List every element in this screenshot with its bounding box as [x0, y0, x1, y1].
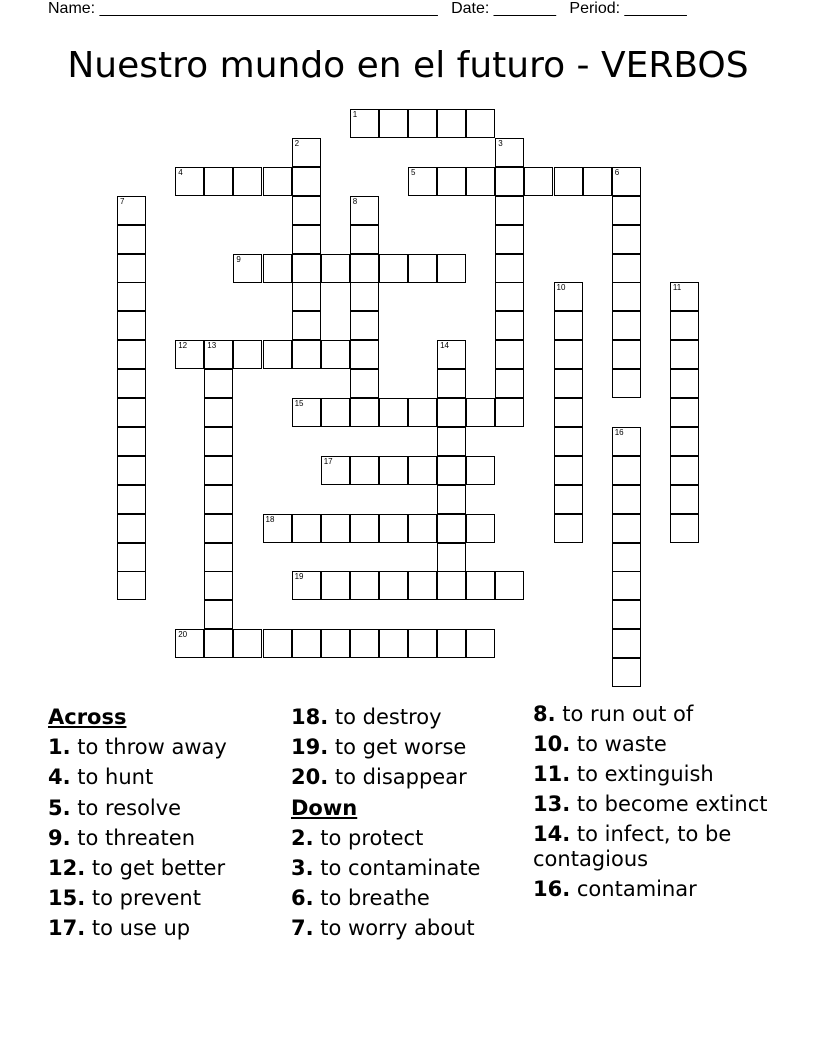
- crossword-cell[interactable]: [321, 629, 350, 658]
- crossword-cell[interactable]: [612, 196, 641, 225]
- crossword-cell[interactable]: [292, 340, 321, 369]
- crossword-cell[interactable]: [554, 485, 583, 514]
- clue-number: 13: [207, 341, 217, 351]
- crossword-cell[interactable]: [495, 225, 524, 254]
- crossword-cell[interactable]: [612, 254, 641, 283]
- crossword-cell[interactable]: [204, 629, 233, 658]
- crossword-cell[interactable]: [350, 282, 379, 311]
- crossword-cell[interactable]: [379, 254, 408, 283]
- crossword-cell[interactable]: [117, 543, 146, 572]
- crossword-cell[interactable]: [379, 514, 408, 543]
- crossword-cell[interactable]: [670, 514, 699, 543]
- crossword-cell[interactable]: [350, 254, 379, 283]
- crossword-cell[interactable]: [204, 485, 233, 514]
- clue-number: 2: [294, 138, 300, 148]
- crossword-cell[interactable]: [612, 600, 641, 629]
- crossword-cell[interactable]: [117, 485, 146, 514]
- crossword-cell[interactable]: [321, 254, 350, 283]
- clue-number: 6: [614, 167, 620, 177]
- crossword-cell[interactable]: [117, 340, 146, 369]
- clue-down-10: 10. to waste: [533, 732, 667, 756]
- clue-number: 19: [294, 572, 304, 582]
- clue-across-15: 15. to prevent: [48, 886, 201, 911]
- crossword-cell[interactable]: [466, 109, 495, 138]
- crossword-cell[interactable]: [117, 369, 146, 398]
- crossword-cell[interactable]: [524, 167, 553, 196]
- crossword-cell[interactable]: [379, 109, 408, 138]
- crossword-cell[interactable]: [437, 427, 466, 456]
- crossword-cell[interactable]: [466, 167, 495, 196]
- crossword-cell[interactable]: [204, 543, 233, 572]
- crossword-cell[interactable]: [495, 340, 524, 369]
- crossword-cell[interactable]: [117, 311, 146, 340]
- crossword-cell[interactable]: [350, 225, 379, 254]
- crossword-cell[interactable]: [204, 340, 233, 369]
- crossword-cell[interactable]: [204, 427, 233, 456]
- crossword-cell[interactable]: [437, 369, 466, 398]
- clue-number: 12: [178, 341, 188, 351]
- crossword-cell[interactable]: [466, 629, 495, 658]
- crossword-cell[interactable]: [670, 485, 699, 514]
- clue-number: 20: [178, 630, 188, 640]
- crossword-cell[interactable]: [263, 254, 292, 283]
- clue-down-14: 14. to infect, to be contagious: [533, 822, 732, 871]
- crossword-cell[interactable]: [292, 514, 321, 543]
- crossword-cell[interactable]: [292, 629, 321, 658]
- crossword-cell[interactable]: [117, 282, 146, 311]
- crossword-cell[interactable]: [204, 571, 233, 600]
- clue-number: 4: [178, 167, 183, 177]
- crossword-cell[interactable]: [612, 571, 641, 600]
- crossword-cell[interactable]: [350, 398, 379, 427]
- crossword-cell[interactable]: [117, 456, 146, 485]
- crossword-cell[interactable]: [612, 225, 641, 254]
- crossword-cell[interactable]: [670, 398, 699, 427]
- crossword-cell[interactable]: [670, 282, 699, 311]
- crossword-cell[interactable]: [292, 311, 321, 340]
- crossword-cell[interactable]: [204, 369, 233, 398]
- crossword-cell[interactable]: [408, 571, 437, 600]
- crossword-cell[interactable]: [466, 456, 495, 485]
- crossword-cell[interactable]: [263, 167, 292, 196]
- crossword-cell[interactable]: [408, 109, 437, 138]
- clue-down-16: 16. contaminar: [533, 877, 697, 901]
- clue-down-6: 6. to breathe: [291, 886, 430, 911]
- crossword-cell[interactable]: [350, 629, 379, 658]
- clue-number: 17: [323, 456, 333, 466]
- crossword-cell[interactable]: [350, 456, 379, 485]
- crossword-cell[interactable]: [554, 167, 583, 196]
- crossword-cell[interactable]: [554, 427, 583, 456]
- clue-across-4: 4. to hunt: [48, 765, 154, 790]
- crossword-cell[interactable]: [554, 282, 583, 311]
- crossword-cell[interactable]: [379, 456, 408, 485]
- crossword-cell[interactable]: [670, 340, 699, 369]
- crossword-cell[interactable]: [670, 369, 699, 398]
- crossword-cell[interactable]: [204, 456, 233, 485]
- crossword-cell[interactable]: [554, 369, 583, 398]
- crossword-cell[interactable]: [350, 571, 379, 600]
- clue-number: 16: [614, 427, 624, 437]
- crossword-cell[interactable]: [263, 514, 292, 543]
- clue-across-20: 20. to disappear: [291, 765, 467, 790]
- crossword-cell[interactable]: [495, 282, 524, 311]
- crossword-cell[interactable]: [379, 629, 408, 658]
- clue-down-3: 3. to contaminate: [291, 856, 481, 881]
- crossword-cell[interactable]: [670, 427, 699, 456]
- crossword-cell[interactable]: [670, 456, 699, 485]
- clues-column-2: [291, 702, 526, 944]
- crossword-cell[interactable]: [292, 254, 321, 283]
- crossword-cell[interactable]: [233, 629, 262, 658]
- crossword-cell[interactable]: [292, 282, 321, 311]
- crossword-cell[interactable]: [670, 311, 699, 340]
- clue-number: 18: [265, 514, 275, 524]
- period-field-label[interactable]: Period: _______: [569, 0, 687, 17]
- clue-across-19: 19. to get worse: [291, 735, 467, 760]
- crossword-cell[interactable]: [350, 196, 379, 225]
- crossword-cell[interactable]: [321, 398, 350, 427]
- crossword-cell[interactable]: [554, 398, 583, 427]
- crossword-cell[interactable]: [612, 369, 641, 398]
- crossword-cell[interactable]: [612, 629, 641, 658]
- date-field-label[interactable]: Date: _______: [451, 0, 557, 17]
- crossword-cell[interactable]: [292, 138, 321, 167]
- crossword-cell[interactable]: [495, 167, 524, 196]
- crossword-cell[interactable]: [408, 456, 437, 485]
- crossword-cell[interactable]: [117, 514, 146, 543]
- crossword-cell[interactable]: [437, 629, 466, 658]
- crossword-cell[interactable]: [612, 427, 641, 456]
- crossword-cell[interactable]: [612, 658, 641, 687]
- clue-number: 15: [294, 399, 304, 408]
- crossword-cell[interactable]: [263, 340, 292, 369]
- crossword-cell[interactable]: [612, 514, 641, 543]
- clue-number: 8: [352, 196, 358, 206]
- crossword-cell[interactable]: [437, 571, 466, 600]
- crossword-cell[interactable]: [175, 340, 204, 369]
- crossword-cell[interactable]: [117, 427, 146, 456]
- crossword-cell[interactable]: [292, 225, 321, 254]
- clue-across-17: 17. to use up: [48, 916, 191, 941]
- crossword-cell[interactable]: [117, 225, 146, 254]
- crossword-cell[interactable]: [437, 514, 466, 543]
- clue-across-5: 5. to resolve: [48, 795, 182, 820]
- crossword-cell[interactable]: [204, 167, 233, 196]
- crossword-cell[interactable]: [437, 485, 466, 514]
- clue-number: 9: [236, 254, 241, 264]
- crossword-cell[interactable]: [554, 311, 583, 340]
- crossword-cell[interactable]: [437, 543, 466, 572]
- crossword-cell[interactable]: [379, 398, 408, 427]
- clue-number: 14: [440, 341, 449, 351]
- crossword-cell[interactable]: [233, 254, 262, 283]
- crossword-cell[interactable]: [321, 514, 350, 543]
- crossword-cell[interactable]: [437, 109, 466, 138]
- crossword-cell[interactable]: [292, 398, 321, 427]
- crossword-cell[interactable]: [117, 571, 146, 600]
- crossword-cell[interactable]: [495, 196, 524, 225]
- crossword-cell[interactable]: [379, 571, 408, 600]
- crossword-cell[interactable]: [466, 571, 495, 600]
- crossword-cell[interactable]: [175, 167, 204, 196]
- crossword-cell[interactable]: [204, 514, 233, 543]
- crossword-cell[interactable]: [466, 398, 495, 427]
- crossword-cell[interactable]: [350, 514, 379, 543]
- clue-number: 7: [120, 196, 125, 206]
- crossword-cell[interactable]: [495, 369, 524, 398]
- crossword-cell[interactable]: [292, 196, 321, 225]
- clue-number: 5: [411, 167, 416, 177]
- crossword-cell[interactable]: [554, 456, 583, 485]
- clue-down-13: 13. to become extinct: [533, 792, 768, 816]
- crossword-cell[interactable]: [292, 571, 321, 600]
- crossword-cell[interactable]: [495, 311, 524, 340]
- crossword-cell[interactable]: [554, 514, 583, 543]
- down-heading: Down: [291, 795, 358, 820]
- clue-number: 1: [352, 110, 358, 119]
- crossword-cell[interactable]: [117, 398, 146, 427]
- crossword-cell[interactable]: [321, 456, 350, 485]
- crossword-cell[interactable]: [350, 340, 379, 369]
- crossword-cell[interactable]: [321, 340, 350, 369]
- crossword-cell[interactable]: [583, 167, 612, 196]
- clue-across-18: 18. to destroy: [291, 705, 442, 729]
- crossword-cell[interactable]: [350, 311, 379, 340]
- crossword-cell[interactable]: [408, 629, 437, 658]
- clue-number: 10: [556, 283, 566, 293]
- crossword-cell[interactable]: [408, 514, 437, 543]
- crossword-cell[interactable]: [233, 167, 262, 196]
- clue-down-2: 2. to protect: [291, 825, 424, 850]
- clue-across-9: 9. to threaten: [48, 825, 196, 850]
- crossword-cell[interactable]: [495, 138, 524, 167]
- clue-down-8: 8. to run out of: [533, 702, 694, 726]
- crossword-cell[interactable]: [612, 167, 641, 196]
- crossword-cell[interactable]: [612, 456, 641, 485]
- clue-down-11: 11. to extinguish: [533, 762, 714, 786]
- crossword-cell[interactable]: [408, 167, 437, 196]
- crossword-cell[interactable]: [117, 196, 146, 225]
- crossword-cell[interactable]: [612, 311, 641, 340]
- crossword-cell[interactable]: [292, 167, 321, 196]
- crossword-cell[interactable]: [408, 398, 437, 427]
- crossword-cell[interactable]: [612, 543, 641, 572]
- clue-number: 3: [498, 138, 503, 148]
- crossword-cell[interactable]: [612, 485, 641, 514]
- across-heading: Across: [48, 705, 127, 729]
- clue-across-1: 1. to throw away: [48, 735, 227, 760]
- crossword-cell[interactable]: [612, 282, 641, 311]
- crossword-cell[interactable]: [495, 254, 524, 283]
- crossword-cell[interactable]: [321, 571, 350, 600]
- crossword-cell[interactable]: [466, 514, 495, 543]
- crossword-cell[interactable]: [233, 340, 262, 369]
- crossword-cell[interactable]: [554, 340, 583, 369]
- crossword-cell[interactable]: [350, 109, 379, 138]
- clue-down-7: 7. to worry about: [291, 916, 475, 941]
- crossword-cell[interactable]: [437, 456, 466, 485]
- crossword-cell[interactable]: [263, 629, 292, 658]
- clues-column-3: [533, 702, 773, 907]
- crossword-cell[interactable]: [495, 571, 524, 600]
- crossword-cell[interactable]: [204, 600, 233, 629]
- crossword-cell[interactable]: [408, 254, 437, 283]
- page-title: Nuestro mundo en el futuro - VERBOS: [67, 45, 749, 86]
- crossword-cell[interactable]: [437, 254, 466, 283]
- crossword-cell[interactable]: [437, 398, 466, 427]
- crossword-cell[interactable]: [204, 398, 233, 427]
- clue-number: 11: [672, 283, 682, 293]
- clues-column-1: [48, 702, 283, 944]
- crossword-cell[interactable]: [350, 369, 379, 398]
- crossword-cell[interactable]: [612, 340, 641, 369]
- crossword-cell[interactable]: [495, 398, 524, 427]
- crossword-cell[interactable]: [437, 167, 466, 196]
- clue-across-12: 12. to get better: [48, 856, 226, 881]
- crossword-cell[interactable]: [175, 629, 204, 658]
- crossword-cell[interactable]: [437, 340, 466, 369]
- name-field-label[interactable]: Name: ______________________________________: [48, 0, 438, 17]
- crossword-cell[interactable]: [117, 254, 146, 283]
